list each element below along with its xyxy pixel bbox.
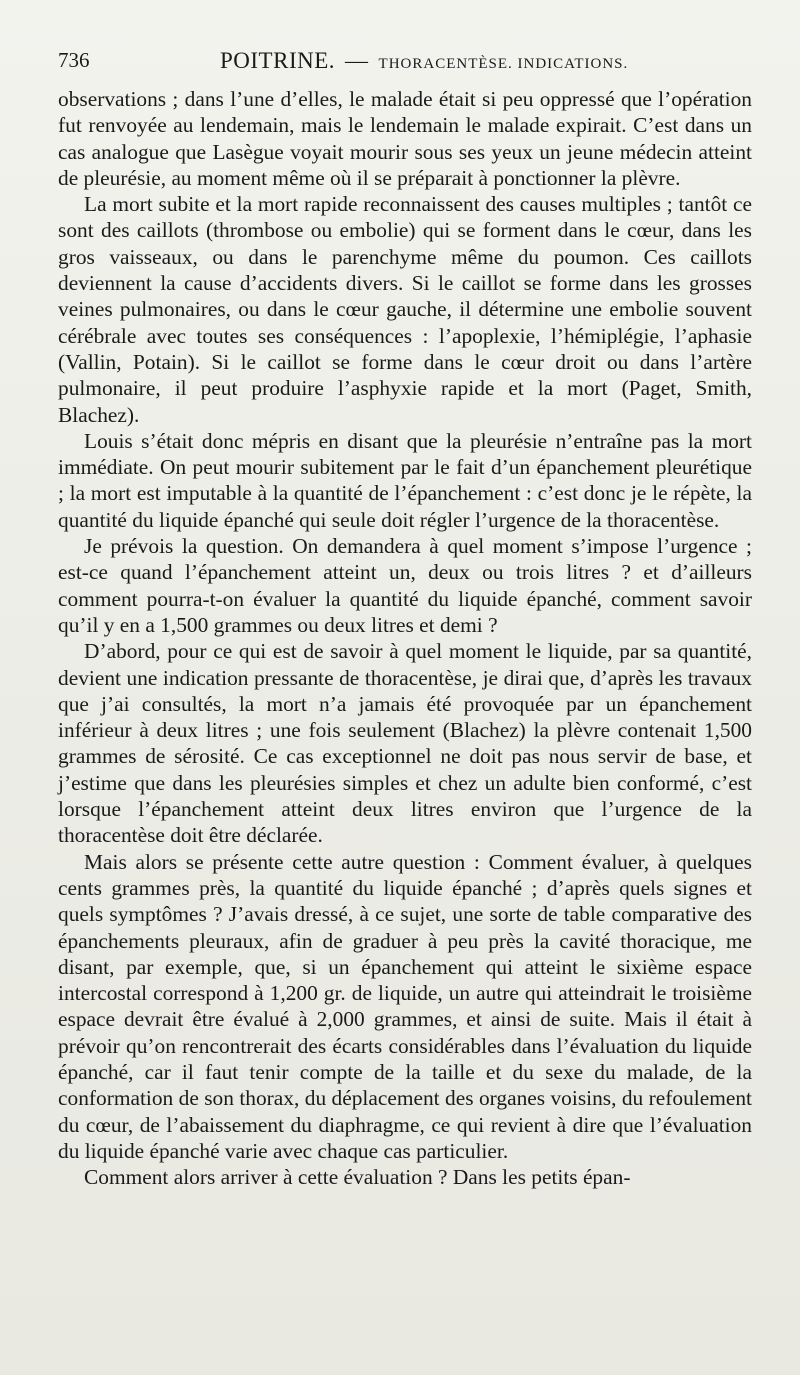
paragraph: Mais alors se présente cette autre question : Comment évaluer, à quelques cents grammes près, la quantité du liquide épanché ; d’après quels signes et quels symptômes ? J’avais dressé, à ce sujet, une sorte de table comparative des épanchements pleuraux, afin de graduer à peu près la cavité thoracique, me disant, par exemple, que, si un épanchement qui atteint le sixième espace intercostal correspond à 1,200 gr. de liquide, un autre qui atteindrait le troisième espace devrait être évalué à 2,000 grammes, et ainsi de suite. Mais il était à prévoir qu’on rencontrerait des écarts considérables dans l’évaluation du liquide épanché, car il faut tenir compte de la taille et du sexe du malade, de la conformation de son thorax, du déplacement des organes voisins, du refoulement du cœur, de l’abaissement du diaphragme, ce qui revient à dire que l’évaluation du liquide épanché varie avec chaque cas particulier.	[58, 849, 752, 1163]
section-subtitle: THORACENTÈSE. INDICATIONS.	[378, 56, 629, 72]
running-title	[220, 48, 628, 74]
page-number: 736	[58, 48, 90, 72]
paragraph: La mort subite et la mort rapide reconnaissent des causes multiples ; tantôt ce sont des caillots (thrombose ou embolie) qui se forment dans le cœur, dans les gros vaisseaux, ou dans le parenchyme même du poumon. Ces caillots deviennent la cause d’accidents divers. Si le caillot se forme dans les grosses veines pulmonaires, ou dans le cœur gauche, il détermine une embolie souvent cérébrale avec toutes ses conséquences : l’apoplexie, l’hémiplégie, l’aphasie (Vallin, Potain). Si le caillot se forme dans le cœur droit ou dans l’artère pulmonaire, il peut produire l’asphyxie rapide et la mort (Paget, Smith, Blachez).	[58, 192, 752, 427]
paragraph: Louis s’était donc mépris en disant que la pleurésie n’entraîne pas la mort immédiate. On peut mourir subitement par le fait d’un épanchement pleurétique ; la mort est imputable à la quantité de l’épanchement : c’est donc je le répète, la quantité du liquide épanché qui seule doit régler l’urgence de la thoracentèse.	[58, 428, 752, 532]
title-dash: —	[345, 48, 369, 73]
section-title: POITRINE.	[220, 48, 336, 73]
paragraph: D’abord, pour ce qui est de savoir à quel moment le liquide, par sa quantité, devient une indication pressante de thoracentèse, je dirai que, d’après les travaux que j’ai consultés, la mort n’a jamais été provoquée par un épanchement inférieur à deux litres ; une fois seulement (Blachez) la plèvre contenait 1,500 grammes de sérosité. Ce cas exceptionnel ne doit pas nous servir de base, et j’estime que dans les pleurésies simples et chez un adulte bien conformé, c’est lorsque l’épanchement atteint deux litres environ que l’urgence de la thoracentèse doit être déclarée.	[58, 639, 752, 848]
body-text	[58, 86, 752, 1190]
paragraph: observations ; dans l’une d’elles, le malade était si peu oppressé que l’opération fut renvoyée au lendemain, mais le lendemain le malade expirait. C’est dans un cas analogue que Lasègue voyait mourir sous ses yeux un jeune médecin atteint de pleurésie, au moment même où il se préparait à ponctionner la plèvre.	[58, 87, 752, 190]
paragraph: Je prévois la question. On demandera à quel moment s’impose l’urgence ; est-ce quand l’épanchement atteint un, deux ou trois litres ? et d’ailleurs comment pourra-t-on évaluer la quantité du liquide épanché, comment savoir qu’il y en a 1,500 grammes ou deux litres et demi ?	[58, 534, 752, 637]
running-header	[58, 44, 760, 78]
paragraph: Comment alors arriver à cette évaluation ? Dans les petits épan-	[84, 1165, 631, 1190]
